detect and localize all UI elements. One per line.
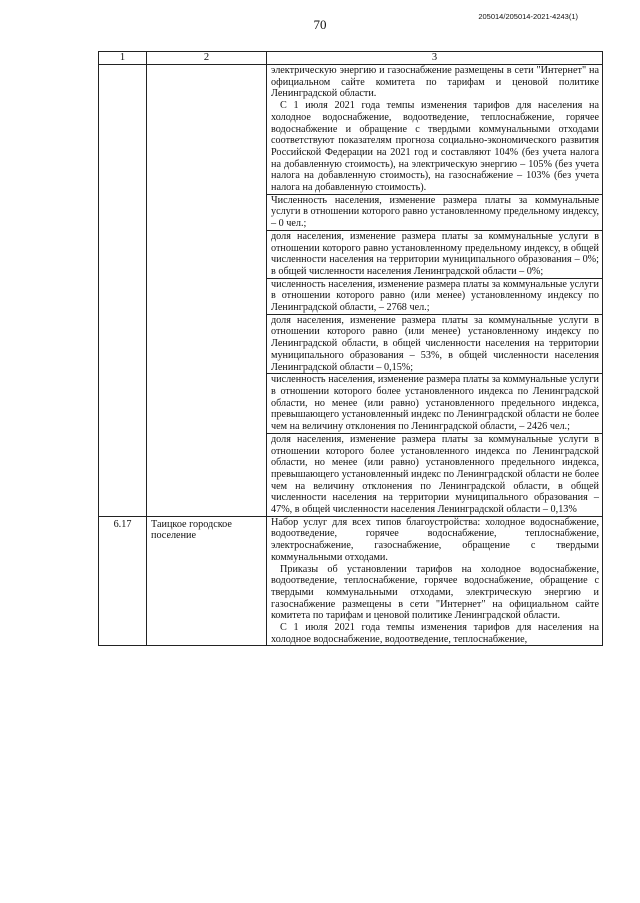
row-number-cell: 6.17 xyxy=(99,516,147,646)
col-header-3: 3 xyxy=(267,52,603,65)
table-row-continuation xyxy=(99,65,603,517)
municipality-name-cell: Таицкое городское поселение xyxy=(147,516,267,646)
text-block xyxy=(267,433,602,516)
paragraph: Набор услуг для всех типов благоустройства: холодное водоснабжение, водоотведение, горячее водоснабжение, теплоснабжение, электроснабжение, газоснабжение, обращение с твердыми коммунальными отходами. xyxy=(271,516,599,563)
table-row-6-17 xyxy=(99,516,603,646)
row-number-cell xyxy=(99,65,147,517)
text-block xyxy=(267,278,602,314)
paragraph: доля населения, изменение размера платы за коммунальные услуги в отношении которого равно установленному предельному индексу, в общей численности населения на территории муниципального образования – 0%; в общей численности населения Ленинградской области – 0%; xyxy=(271,230,599,277)
paragraph: численность населения, изменение размера платы за коммунальные услуги в отношении которого более установленного индекса по Ленинградской области, но менее (или равно) установленного предельного индекса, превышающего установленный индекс по Ленинградской области не более чем на величину отклонения по Ленинградской области, – 2426 чел.; xyxy=(271,374,599,433)
text-block xyxy=(267,65,602,194)
paragraph: Приказы об установлении тарифов на холодное водоснабжение, водоотведение, теплоснабжение, горячее водоснабжение, обращение с твердыми коммунальными отходами, электрическую энергию и газоснабжение размещены в сети "Интернет" на официальном сайте комитета по тарифам и ценовой политике Ленинградской области. xyxy=(271,563,599,622)
table-header-row xyxy=(99,52,603,65)
text-block xyxy=(267,230,602,278)
page-number: 70 xyxy=(313,17,327,32)
text-block xyxy=(267,373,602,433)
paragraph: доля населения, изменение размера платы за коммунальные услуги в отношении которого более установленного индекса по Ленинградской области, но менее (или равно) установленного предельного индекса, превышающего установленный индекс по Ленинградской области не более чем на величину отклонения по Ленинградской области, в общей численности населения на территории муниципального образования – 47%, в общей численности населения Ленинградской области – 0,13% xyxy=(271,433,599,516)
row-name-cell xyxy=(147,65,267,517)
paragraph: С 1 июля 2021 года темпы изменения тарифов для населения на холодное водоснабжение, водоотведение, теплоснабжение, xyxy=(271,622,599,645)
paragraph: численность населения, изменение размера платы за коммунальные услуги в отношении которого равно (или менее) установленному индексу по Ленинградской области, – 2768 чел.; xyxy=(271,278,599,314)
paragraph: электрическую энергию и газоснабжение размещены в сети "Интернет" на официальном сайте комитета по тарифам и ценовой политике Ленинградской области. xyxy=(271,65,599,100)
document-id: 205014/205014-2021-4243(1) xyxy=(478,12,578,21)
col-header-1: 1 xyxy=(99,52,147,65)
text-block xyxy=(267,314,602,374)
col-header-2: 2 xyxy=(147,52,267,65)
row-text-cell xyxy=(267,65,603,517)
paragraph: Численность населения, изменение размера платы за коммунальные услуги в отношении которого равно установленному предельному индексу, – 0 чел.; xyxy=(271,194,599,230)
paragraph: доля населения, изменение размера платы за коммунальные услуги в отношении которого равно (или менее) установленному индексу по Ленинградской области, в общей численности населения на территории муниципального образования – 53%, в общей численности населения Ленинградской области – 0,15%; xyxy=(271,314,599,373)
row-text-cell xyxy=(267,516,603,646)
paragraph: С 1 июля 2021 года темпы изменения тарифов для населения на холодное водоснабжение, водоотведение, теплоснабжение, горячее водоснабжение и обращение с твердыми коммунальными отходами соответствуют показателям прогноза социально-экономического развития Российской Федерации на 2021 год и составляют 104% (без учета налога на добавленную стоимость), на электрическую энергию – 105% (без учета налога на добавленную стоимость), на газоснабжение – 103% (без учета налога на добавленную стоимость). xyxy=(271,100,599,194)
text-block xyxy=(267,194,602,230)
tariff-table xyxy=(98,51,603,646)
